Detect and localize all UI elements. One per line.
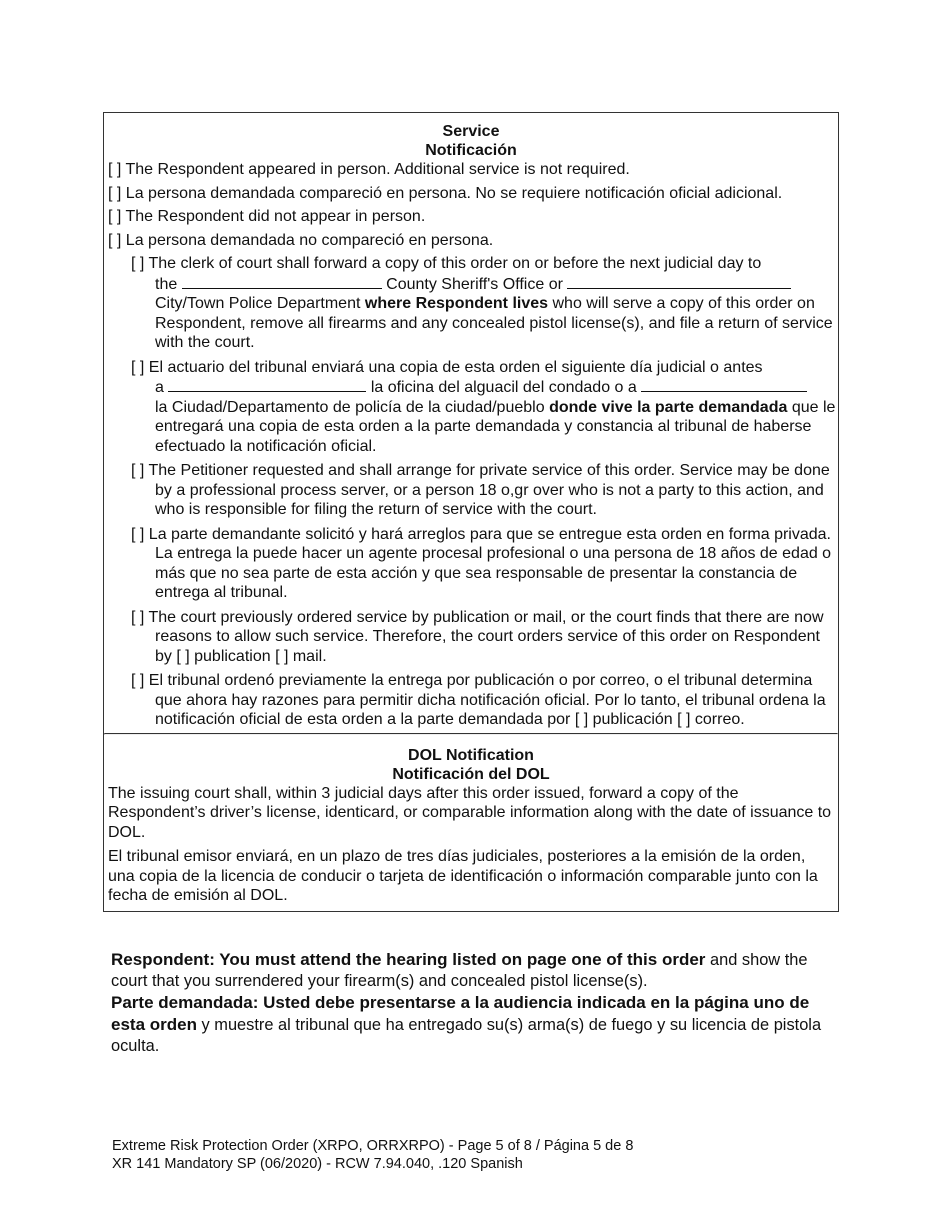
option-petitioner-es: [ ] La parte demandante solicitó y hará arreglos para que se entregue esta orden en forma privada. La entrega la puede hacer un agente procesal profesional o una persona de 18 años de edad o más que no sea parte de esta acción y que sea responsable de presentar la constancia de entrega al tribunal. <box>131 525 832 601</box>
checkbox[interactable]: [ ] <box>131 358 145 376</box>
checkbox[interactable]: [ ] <box>131 525 145 543</box>
dol-text-es: El tribunal emisor enviará, en un plazo de tres días judiciales, posteriores a la emisión de la orden, una copia de la licencia de conducir o tarjeta de identificación o información comparable junto con la fecha de emisión al DOL. <box>108 848 818 904</box>
option-appeared-es: [ ] La persona demandada compareció en persona. No se requiere notificación oficial adicional. <box>108 184 783 202</box>
checkbox[interactable]: [ ] <box>108 231 122 249</box>
footer-line-1: Extreme Risk Protection Order (XRPO, ORRXRPO) - Page 5 of 8 / Página 5 de 8 <box>112 1138 634 1154</box>
option-clerk-es: [ ] El actuario del tribunal enviará una copia de esta orden el siguiente día judicial o antes a la oficina del alguacil del condado o a la Ciudad/Departamento de policía de la ciudad/pueblo donde vive la parte demandada que le entregará una copia de esta orden a la parte demandada y constancia al tribunal de haberse efectuado la notificación oficial. <box>131 358 836 455</box>
page-footer <box>112 1137 633 1173</box>
option-clerk-en: [ ] The clerk of court shall forward a copy of this order on or before the next judicial day to the County Sheriff's Office or City/Town Police Department where Respondent lives who will serve a copy of this order on Respondent, remove all firearms and any concealed pistol license(s), and file a return of service with the court. <box>131 255 833 351</box>
city-police-blank[interactable] <box>567 274 791 289</box>
option-petitioner-en: [ ] The Petitioner requested and shall arrange for private service of this order. Service may be done by a professional process server, or a person 18 o,gr over who is not a party to this action, and who is responsible for filing the return of service with the court. <box>131 462 830 518</box>
county-blank[interactable] <box>182 274 382 289</box>
service-title: Service <box>442 123 500 140</box>
respondent-notice <box>111 949 831 1057</box>
notice-en: Respondent: You must attend the hearing listed on page one of this order and show the court that you surrendered your firearm(s) and concealed pistol license(s). <box>111 950 808 990</box>
checkbox[interactable]: [ ] <box>108 208 122 225</box>
dol-title-es: Notificación del DOL <box>392 765 550 783</box>
checkbox[interactable]: [ ] <box>108 184 122 202</box>
option-not-appeared-es: [ ] La persona demandada no compareció en persona. <box>108 231 494 249</box>
dol-title: DOL Notification <box>408 746 534 764</box>
option-appeared-en: [ ] The Respondent appeared in person. Additional service is not required. <box>108 161 630 178</box>
checkbox[interactable]: [ ] <box>131 608 145 626</box>
option-not-appeared-en: [ ] The Respondent did not appear in person. <box>108 208 426 225</box>
ciudad-blank[interactable] <box>641 377 807 392</box>
checkbox[interactable]: [ ] <box>131 462 145 479</box>
dol-text-en: The issuing court shall, within 3 judicial days after this order issued, forward a copy of the Respondent’s driver’s license, identicard, or comparable information along with the date of issuance to DOL. <box>108 784 832 841</box>
footer-line-2: XR 141 Mandatory SP (06/2020) - RCW 7.94.040, .120 Spanish <box>112 1156 523 1172</box>
checkbox[interactable]: [ ] <box>131 672 145 689</box>
checkbox[interactable]: [ ] <box>131 255 145 272</box>
option-publication-en: [ ] The court previously ordered service by publication or mail, or the court finds that there are now reasons to allow such service. Therefore, the court orders service of this order on Respondent by [ ] publication [ ] mail. <box>131 608 824 665</box>
notice-es: Parte demandada: Usted debe presentarse a la audiencia indicada en la página uno de esta orden y muestre al tribunal que ha entregado su(s) arma(s) de fuego y su licencia de pistola oculta. <box>111 993 822 1055</box>
option-publication-es: [ ] El tribunal ordenó previamente la entrega por publicación o por correo, o el tribunal determina que ahora hay razones para permitir dicha notificación oficial. Por lo tanto, el tribunal ordena la notificación oficial de esta orden a la parte demandada por [ ] publicación [ ] correo. <box>131 672 826 728</box>
service-box <box>103 112 839 912</box>
condado-blank[interactable] <box>168 377 366 392</box>
service-title-es: Notificación <box>425 142 517 159</box>
checkbox[interactable]: [ ] <box>108 161 122 178</box>
